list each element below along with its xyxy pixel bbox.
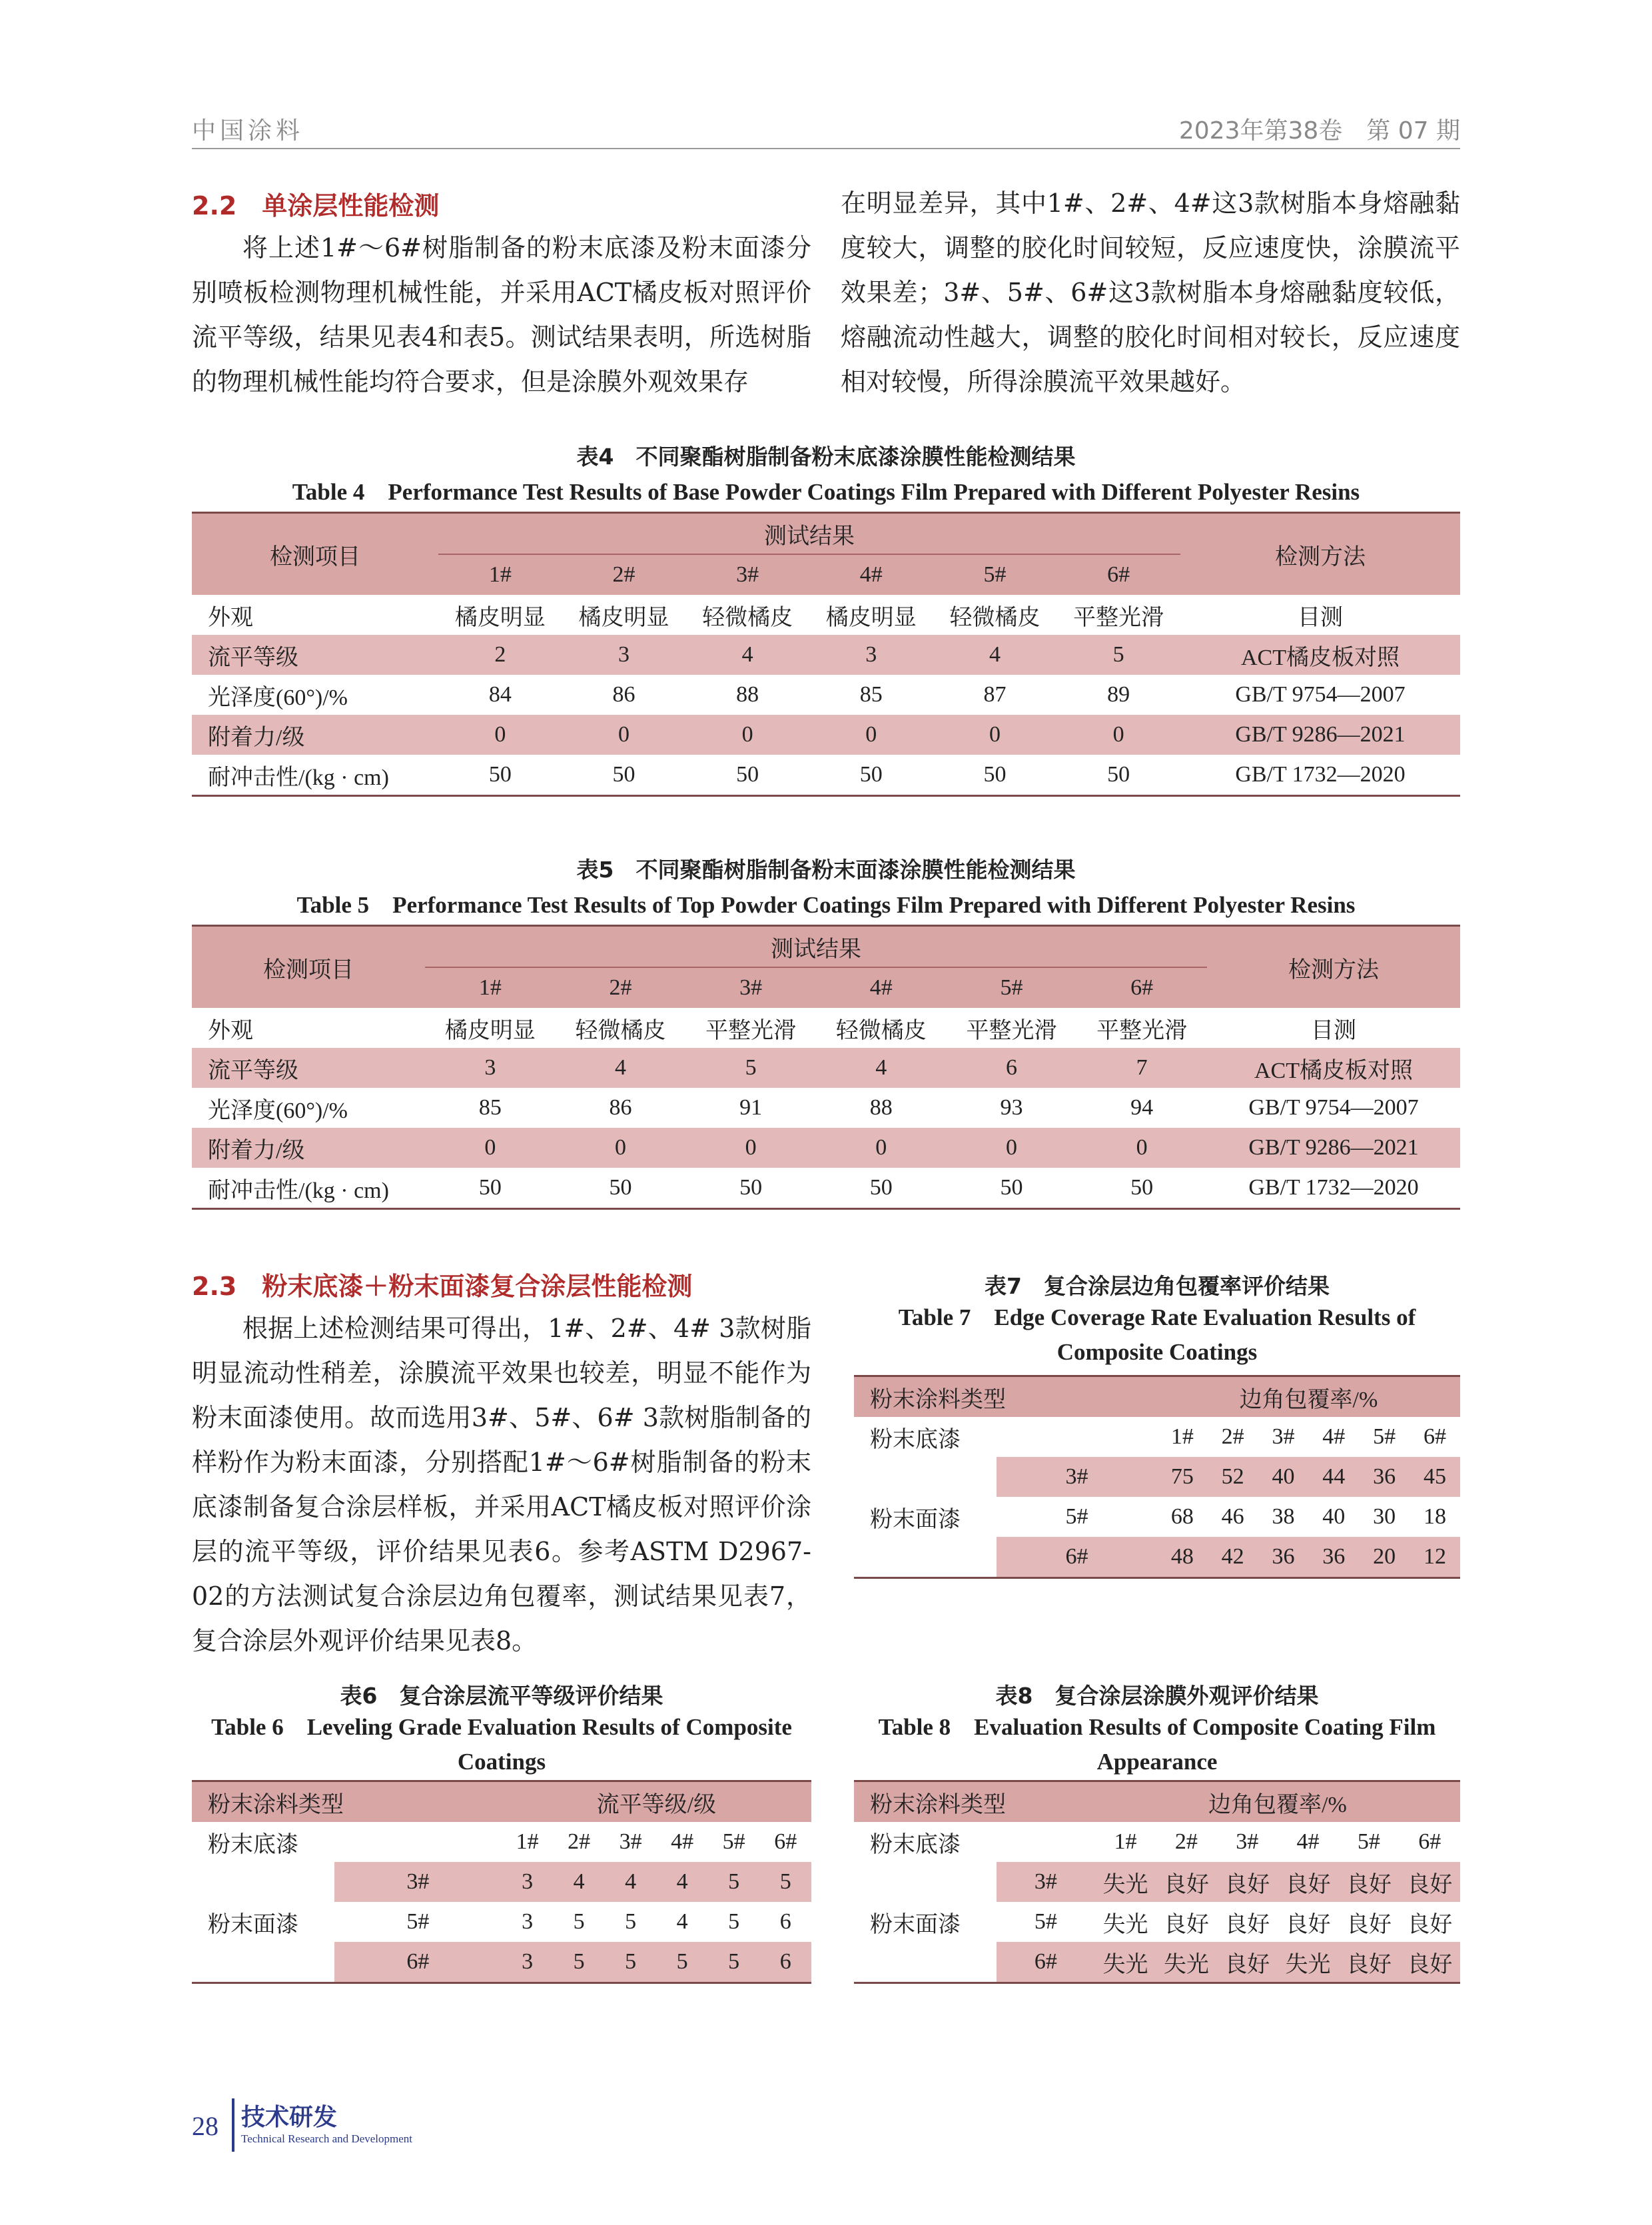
table-row	[854, 1862, 1460, 1902]
value-cell: 3	[522, 1909, 534, 1934]
table-caption-en: Table 6 Leveling Grade Evaluation Results of Composite	[211, 1714, 792, 1740]
table-caption-cn: 表4 不同聚酯树脂制备粉末底漆涂膜性能检测结果	[576, 444, 1076, 470]
value-cell: 50	[859, 762, 883, 787]
value-cell: 0	[685, 1128, 816, 1168]
table-row	[192, 1048, 1460, 1088]
method-cell: GB/T 9286—2021	[1207, 1128, 1460, 1168]
row-sublabel: 6#	[334, 1942, 502, 1983]
col-header: 测试结果	[425, 926, 1207, 968]
value-cell: 5	[625, 1909, 637, 1934]
value-cell: 5	[759, 1862, 811, 1902]
row-sublabel: 3#	[334, 1862, 502, 1902]
value-cell: 88	[869, 1095, 893, 1120]
col-header: 1#	[516, 1829, 539, 1854]
value-cell: 40	[1322, 1504, 1346, 1529]
table-row	[192, 1008, 1460, 1048]
value-cell: 48	[1157, 1537, 1208, 1578]
value-cell: 20	[1359, 1537, 1410, 1578]
value-cell: 50	[869, 1175, 893, 1200]
table-row	[192, 715, 1460, 755]
value-cell: 橘皮明显	[578, 605, 669, 630]
table-8	[854, 1780, 1460, 1984]
paragraph: 将上述1#～6#树脂制备的粉末底漆及粉末面漆分别喷板检测物理机械性能，并采用ACT橘皮板对照评价流平等级，结果见表4和表5。测试结果表明，所选树脂的物理机械性能均符合要求，但是涂膜外观效果存	[192, 233, 811, 396]
table-caption-en: Table 8 Evaluation Results of Composite Coating Film	[878, 1714, 1436, 1740]
value-cell: 0	[933, 715, 1057, 755]
col-header: 6#	[1056, 554, 1180, 595]
value-cell: 50	[1000, 1175, 1023, 1200]
value-cell: 50	[488, 762, 512, 787]
value-cell: 93	[1000, 1095, 1023, 1120]
value-cell: 30	[1373, 1504, 1396, 1529]
value-cell: 6	[759, 1942, 811, 1983]
section-title-2-3: 2.3 粉末底漆＋粉末面漆复合涂层性能检测	[192, 1272, 693, 1301]
value-cell: 50	[1130, 1175, 1154, 1200]
col-header: 3#	[685, 554, 809, 595]
row-label: 粉末面漆	[870, 1912, 961, 1937]
table-4	[192, 512, 1460, 797]
col-header: 5#	[722, 1829, 745, 1854]
section-title-2-2: 2.2 单涂层性能检测	[192, 191, 440, 221]
value-cell: 轻微橘皮	[949, 605, 1040, 630]
header-divider	[192, 148, 1460, 149]
value-cell: 良好	[1338, 1862, 1399, 1902]
value-cell: 良好	[1285, 1912, 1331, 1937]
value-cell: 4	[816, 1048, 947, 1088]
value-cell: 88	[736, 682, 759, 707]
value-cell: 轻微橘皮	[702, 605, 793, 630]
table-row	[192, 675, 1460, 715]
value-cell: 0	[685, 715, 809, 755]
table-row	[192, 595, 1460, 635]
header-row	[192, 1781, 811, 1823]
value-cell: 50	[983, 762, 1007, 787]
value-cell: 5	[553, 1942, 605, 1983]
value-cell: 4	[553, 1862, 605, 1902]
value-cell: 5	[728, 1909, 740, 1934]
row-sublabel: 6#	[997, 1537, 1157, 1578]
value-cell: 橘皮明显	[454, 605, 546, 630]
method-cell: GB/T 1732—2020	[1248, 1175, 1419, 1200]
value-cell: 94	[1130, 1095, 1154, 1120]
table-caption-cn: 表7 复合涂层边角包覆率评价结果	[985, 1273, 1330, 1299]
row-sublabel: 6#	[997, 1942, 1095, 1983]
table-5	[192, 925, 1460, 1210]
value-cell: 50	[478, 1175, 502, 1200]
table-7	[854, 1375, 1460, 1579]
header-row	[854, 1781, 1460, 1823]
value-cell: 91	[739, 1095, 763, 1120]
value-cell: 良好	[1217, 1862, 1278, 1902]
value-cell: 失光	[1278, 1942, 1338, 1983]
value-cell: 42	[1208, 1537, 1258, 1578]
col-header: 6#	[1424, 1424, 1447, 1449]
paragraph: 在明显差异，其中1#、2#、4#这3款树脂本身熔融黏度较大，调整的胶化时间较短，反应速度快，涂膜流平效果差；3#、5#、6#这3款树脂本身熔融黏度较低，熔融流动性越大，调整的胶化时间相对较长，反应速度相对较慢，所得涂膜流平效果越好。	[841, 189, 1460, 396]
value-cell: 86	[612, 682, 635, 707]
value-cell: 橘皮明显	[825, 605, 917, 630]
value-cell: 良好	[1346, 1912, 1392, 1937]
value-cell: 7	[1076, 1048, 1207, 1088]
method-cell: 目测	[1311, 1018, 1356, 1043]
col-header: 3#	[685, 967, 816, 1008]
col-header: 2#	[1174, 1829, 1198, 1854]
value-cell: 3	[502, 1942, 554, 1983]
col-header: 粉末涂料类型	[854, 1376, 1157, 1418]
issue-info: 2023年第38卷 第 07 期	[1178, 117, 1460, 145]
header-row	[854, 1376, 1460, 1418]
value-cell: 38	[1272, 1504, 1295, 1529]
col-header: 检测方法	[1207, 926, 1460, 1009]
col-header: 粉末涂料类型	[854, 1781, 1095, 1823]
row-label: 附着力/级	[192, 715, 438, 755]
table-caption-cn: 表8 复合涂层涂膜外观评价结果	[995, 1683, 1319, 1709]
row-label: 粉末底漆	[208, 1832, 298, 1857]
value-cell: 89	[1107, 682, 1130, 707]
value-cell: 轻微橘皮	[575, 1018, 666, 1043]
method-cell: GB/T 9754—2007	[1235, 682, 1406, 707]
value-cell: 85	[478, 1095, 502, 1120]
col-header: 流平等级/级	[502, 1781, 811, 1823]
row-label: 光泽度(60°)/%	[208, 1098, 348, 1123]
table-row	[192, 1168, 1460, 1209]
value-cell: 失光	[1156, 1942, 1216, 1983]
col-header: 6#	[1418, 1829, 1442, 1854]
col-header: 3#	[619, 1829, 642, 1854]
value-cell: 良好	[1163, 1912, 1209, 1937]
col-header: 5#	[1373, 1424, 1396, 1449]
table-row	[192, 1822, 811, 1862]
col-header: 5#	[933, 554, 1057, 595]
value-cell: 良好	[1224, 1912, 1270, 1937]
value-cell: 平整光滑	[1096, 1018, 1188, 1043]
value-cell: 良好	[1338, 1942, 1399, 1983]
value-cell: 5	[573, 1909, 585, 1934]
col-header: 4#	[809, 554, 933, 595]
value-cell: 50	[1107, 762, 1130, 787]
footer-en: Technical Research and Development	[241, 2132, 413, 2145]
value-cell: 75	[1157, 1457, 1208, 1497]
table-row	[192, 635, 1460, 675]
value-cell: 50	[739, 1175, 763, 1200]
table-row	[192, 1128, 1460, 1168]
value-cell: 0	[1056, 715, 1180, 755]
page-number: 28	[192, 2111, 218, 2141]
value-cell: 0	[947, 1128, 1077, 1168]
value-cell: 2	[438, 635, 562, 675]
row-label: 流平等级	[192, 1048, 425, 1088]
value-cell: 45	[1410, 1457, 1460, 1497]
value-cell: 4	[556, 1048, 686, 1088]
method-cell: 目测	[1298, 605, 1343, 630]
table-row	[192, 1088, 1460, 1128]
value-cell: 46	[1221, 1504, 1244, 1529]
value-cell: 4	[656, 1862, 708, 1902]
value-cell: 5	[708, 1862, 760, 1902]
value-cell: 86	[609, 1095, 632, 1120]
row-label: 外观	[208, 605, 253, 630]
row-label: 附着力/级	[192, 1128, 425, 1168]
value-cell: 0	[816, 1128, 947, 1168]
value-cell: 6	[779, 1909, 791, 1934]
col-header: 测试结果	[438, 513, 1180, 555]
value-cell: 良好	[1407, 1912, 1453, 1937]
table-row	[854, 1457, 1460, 1497]
value-cell: 橘皮明显	[444, 1018, 536, 1043]
footer-divider	[232, 2098, 234, 2152]
value-cell: 良好	[1278, 1862, 1338, 1902]
value-cell: 44	[1308, 1457, 1359, 1497]
journal-name: 中国涂料	[192, 117, 304, 145]
col-header: 2#	[568, 1829, 591, 1854]
value-cell: 84	[488, 682, 512, 707]
row-label: 外观	[208, 1018, 253, 1043]
row-label: 耐冲击性/(kg · cm)	[208, 765, 389, 790]
col-header: 检测项目	[192, 926, 425, 1009]
table-caption-en: Coatings	[457, 1749, 546, 1775]
col-header: 6#	[774, 1829, 797, 1854]
value-cell: 18	[1424, 1504, 1447, 1529]
row-sublabel: 3#	[997, 1862, 1095, 1902]
value-cell: 4	[676, 1909, 688, 1934]
value-cell: 3	[502, 1862, 554, 1902]
value-cell: 5	[656, 1942, 708, 1983]
col-header: 4#	[816, 967, 947, 1008]
value-cell: 4	[685, 635, 809, 675]
table-caption-en: Table 7 Edge Coverage Rate Evaluation Results of	[898, 1304, 1416, 1330]
value-cell: 85	[859, 682, 883, 707]
col-header: 4#	[1322, 1424, 1346, 1449]
col-header: 2#	[562, 554, 686, 595]
col-header: 6#	[1076, 967, 1207, 1008]
value-cell: 0	[1076, 1128, 1207, 1168]
value-cell: 87	[983, 682, 1007, 707]
col-header: 4#	[1296, 1829, 1320, 1854]
table-caption-en: Composite Coatings	[1056, 1339, 1258, 1365]
col-header: 1#	[425, 967, 556, 1008]
value-cell: 0	[562, 715, 686, 755]
value-cell: 36	[1258, 1537, 1309, 1578]
col-header: 2#	[556, 967, 686, 1008]
row-label: 粉末面漆	[208, 1912, 298, 1937]
value-cell: 5	[1056, 635, 1180, 675]
value-cell: 68	[1170, 1504, 1194, 1529]
value-cell: 5	[605, 1942, 657, 1983]
table-caption-en: Appearance	[1096, 1749, 1218, 1775]
col-header: 1#	[1170, 1424, 1194, 1449]
table-row	[854, 1417, 1460, 1457]
footer-cn: 技术研发	[241, 2104, 338, 2131]
col-header: 1#	[438, 554, 562, 595]
method-cell: ACT橘皮板对照	[1180, 635, 1460, 675]
value-cell: 0	[425, 1128, 556, 1168]
value-cell: 50	[736, 762, 759, 787]
value-cell: 3	[809, 635, 933, 675]
footer-section	[241, 2098, 412, 2146]
table-row	[192, 755, 1460, 796]
value-cell: 4	[605, 1862, 657, 1902]
value-cell: 0	[556, 1128, 686, 1168]
value-cell: 良好	[1400, 1862, 1460, 1902]
table-row	[192, 1862, 811, 1902]
method-cell: ACT橘皮板对照	[1207, 1048, 1460, 1088]
col-header: 5#	[1357, 1829, 1380, 1854]
table-row	[854, 1822, 1460, 1862]
method-cell: GB/T 9754—2007	[1248, 1095, 1419, 1120]
col-header: 检测方法	[1180, 513, 1460, 596]
col-header: 检测项目	[192, 513, 438, 596]
row-label: 粉末底漆	[870, 1427, 961, 1452]
value-cell: 轻微橘皮	[835, 1018, 927, 1043]
method-cell: GB/T 9286—2021	[1180, 715, 1460, 755]
row-label: 耐冲击性/(kg · cm)	[208, 1178, 389, 1203]
value-cell: 4	[933, 635, 1057, 675]
table-caption-en: Table 4 Performance Test Results of Base Powder Coatings Film Prepared with Different Polyester Resins	[292, 479, 1360, 505]
value-cell: 失光	[1102, 1912, 1148, 1937]
value-cell: 40	[1258, 1457, 1309, 1497]
col-header: 4#	[671, 1829, 694, 1854]
col-header: 3#	[1236, 1829, 1259, 1854]
table-caption-en: Table 5 Performance Test Results of Top Powder Coatings Film Prepared with Different Polyester Resins	[296, 892, 1356, 918]
row-label: 光泽度(60°)/%	[208, 685, 348, 710]
value-cell: 36	[1359, 1457, 1410, 1497]
col-header: 边角包覆率/%	[1157, 1376, 1460, 1418]
value-cell: 50	[609, 1175, 632, 1200]
value-cell: 3	[562, 635, 686, 675]
value-cell: 36	[1308, 1537, 1359, 1578]
value-cell: 12	[1410, 1537, 1460, 1578]
col-header: 2#	[1221, 1424, 1244, 1449]
col-header: 1#	[1114, 1829, 1137, 1854]
paragraph: 根据上述检测结果可得出，1#、2#、4# 3款树脂明显流动性稍差，涂膜流平效果也较差，明显不能作为粉末面漆使用。故而选用3#、5#、6# 3款树脂制备的样粉作为粉末面漆，分别搭配1#～6#树脂制备的粉末底漆制备复合涂层样板，并采用ACT橘皮板对照评价涂层的流平等级，评价结果见表6。参考ASTM D2967-02的方法测试复合涂层边角包覆率，测试结果见表7，复合涂层外观评价结果见表8。	[192, 1314, 811, 1655]
row-sublabel: 5#	[406, 1909, 430, 1934]
table-caption-cn: 表5 不同聚酯树脂制备粉末面漆涂膜性能检测结果	[576, 857, 1076, 883]
value-cell: 5	[685, 1048, 816, 1088]
value-cell: 5	[708, 1942, 760, 1983]
row-sublabel: 3#	[997, 1457, 1157, 1497]
row-label: 粉末面漆	[870, 1507, 961, 1532]
value-cell: 良好	[1156, 1862, 1216, 1902]
value-cell: 失光	[1095, 1942, 1156, 1983]
value-cell: 良好	[1400, 1942, 1460, 1983]
table-caption-cn: 表6 复合涂层流平等级评价结果	[340, 1683, 663, 1709]
value-cell: 0	[809, 715, 933, 755]
value-cell: 平整光滑	[966, 1018, 1057, 1043]
row-sublabel: 5#	[1065, 1504, 1088, 1529]
value-cell: 3	[425, 1048, 556, 1088]
value-cell: 平整光滑	[705, 1018, 797, 1043]
row-label: 粉末底漆	[870, 1832, 961, 1857]
method-cell: GB/T 1732—2020	[1235, 762, 1406, 787]
col-header: 边角包覆率/%	[1095, 1781, 1460, 1823]
value-cell: 50	[612, 762, 635, 787]
row-sublabel: 5#	[1034, 1909, 1057, 1934]
col-header: 5#	[947, 967, 1077, 1008]
row-label: 流平等级	[192, 635, 438, 675]
value-cell: 良好	[1217, 1942, 1278, 1983]
value-cell: 平整光滑	[1073, 605, 1164, 630]
value-cell: 6	[947, 1048, 1077, 1088]
value-cell: 失光	[1095, 1862, 1156, 1902]
col-header: 粉末涂料类型	[192, 1781, 502, 1823]
value-cell: 52	[1208, 1457, 1258, 1497]
col-header: 3#	[1272, 1424, 1295, 1449]
value-cell: 0	[438, 715, 562, 755]
table-6	[192, 1780, 811, 1984]
